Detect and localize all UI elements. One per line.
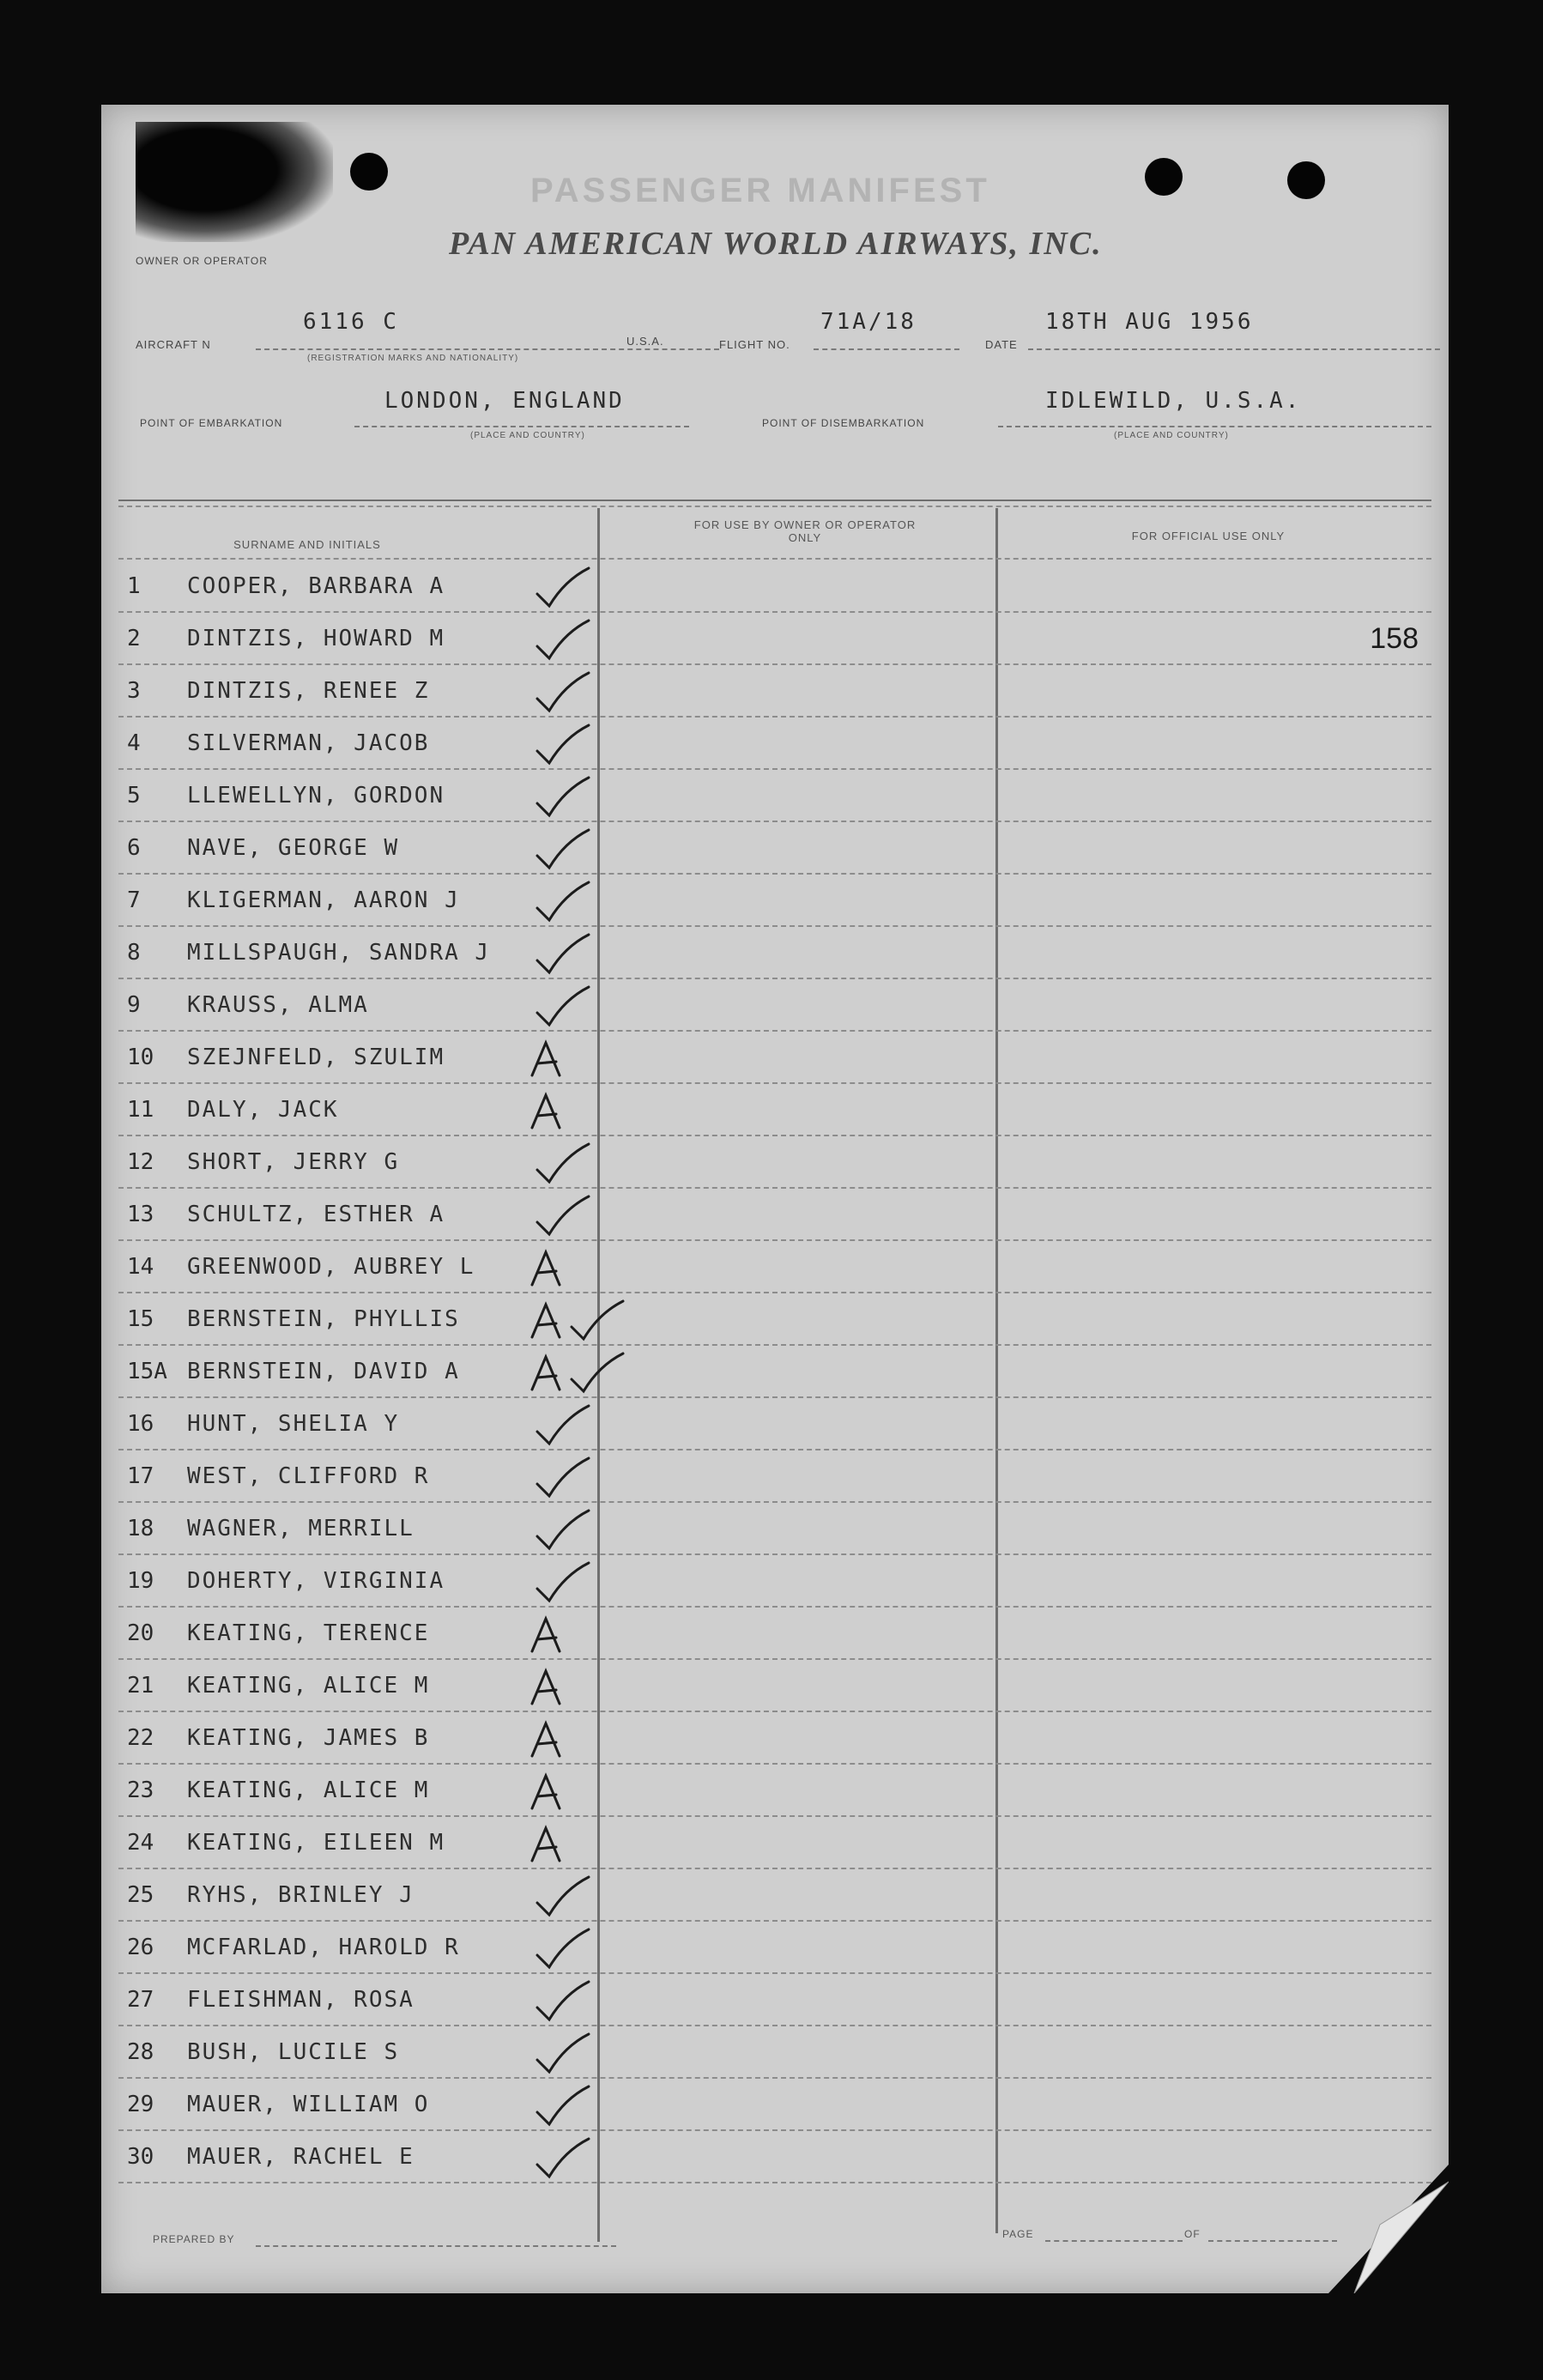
check-icon bbox=[522, 718, 616, 770]
row-rule bbox=[118, 1292, 1431, 1293]
header-bottom-rule bbox=[118, 558, 1431, 560]
handwritten-a-mark bbox=[522, 1242, 616, 1293]
table-row bbox=[101, 561, 1449, 613]
nationality: U.S.A. bbox=[626, 335, 664, 348]
check-icon bbox=[522, 2080, 616, 2131]
passenger-number: 3 bbox=[127, 678, 141, 704]
passenger-number: 10 bbox=[127, 1045, 154, 1070]
row-rule bbox=[118, 1082, 1431, 1084]
passenger-name: SCHULTZ, ESTHER A bbox=[187, 1202, 445, 1227]
page-label: PAGE bbox=[1002, 2228, 1034, 2240]
row-rule bbox=[118, 768, 1431, 770]
check-icon bbox=[522, 771, 616, 822]
aircraft-label: AIRCRAFT N bbox=[136, 338, 211, 351]
official-use-value: 158 bbox=[1370, 622, 1419, 655]
check-icon bbox=[522, 2132, 616, 2183]
owner-label: OWNER OR OPERATOR bbox=[136, 255, 268, 267]
column-header-owner: FOR USE BY OWNER OR OPERATOR ONLY bbox=[693, 518, 917, 544]
table-row bbox=[101, 1975, 1449, 2026]
passenger-number: 27 bbox=[127, 1987, 154, 2013]
passenger-name: NAVE, GEORGE W bbox=[187, 835, 400, 861]
passenger-number: 12 bbox=[127, 1149, 154, 1175]
passenger-name: KLIGERMAN, AARON J bbox=[187, 887, 460, 913]
passenger-name: KEATING, ALICE M bbox=[187, 1777, 430, 1803]
table-top-rule bbox=[118, 500, 1431, 501]
passenger-name: MCFARLAD, HAROLD R bbox=[187, 1935, 460, 1960]
check-icon bbox=[522, 980, 616, 1032]
passenger-number: 14 bbox=[127, 1254, 154, 1280]
table-row bbox=[101, 614, 1449, 665]
row-rule bbox=[118, 978, 1431, 979]
handwritten-a-mark bbox=[522, 1085, 616, 1136]
passenger-number: 30 bbox=[127, 2144, 154, 2170]
passenger-name: GREENWOOD, AUBREY L bbox=[187, 1254, 475, 1280]
passenger-name: COOPER, BARBARA A bbox=[187, 573, 445, 599]
passenger-number: 13 bbox=[127, 1202, 154, 1227]
date-label: DATE bbox=[985, 338, 1018, 351]
ink-smudge bbox=[136, 122, 333, 242]
airline-name: PAN AMERICAN WORLD AIRWAYS, INC. bbox=[449, 226, 1103, 262]
passenger-number: 16 bbox=[127, 1411, 154, 1437]
flight-underline bbox=[814, 348, 959, 350]
prepared-underline bbox=[256, 2245, 616, 2247]
check-icon bbox=[522, 928, 616, 979]
check-icon bbox=[522, 561, 616, 613]
check-icon bbox=[522, 1137, 616, 1189]
table-row bbox=[101, 1504, 1449, 1555]
passenger-number: 7 bbox=[127, 887, 141, 913]
passenger-number: 24 bbox=[127, 1830, 154, 1856]
passenger-number: 20 bbox=[127, 1620, 154, 1646]
check-icon bbox=[522, 823, 616, 875]
table-row bbox=[101, 718, 1449, 770]
table-row bbox=[101, 2027, 1449, 2079]
passenger-name: HUNT, SHELIA Y bbox=[187, 1411, 400, 1437]
check-icon bbox=[522, 1504, 616, 1555]
prepared-by-label: PREPARED BY bbox=[153, 2233, 235, 2245]
table-row bbox=[101, 2080, 1449, 2131]
row-rule bbox=[118, 2129, 1431, 2131]
disembarkation-underline bbox=[998, 426, 1431, 427]
check-icon bbox=[522, 1190, 616, 1241]
punch-hole bbox=[1145, 158, 1183, 196]
passenger-number: 6 bbox=[127, 835, 141, 861]
check-icon bbox=[522, 614, 616, 665]
disembarkation-label: POINT OF DISEMBARKATION bbox=[762, 417, 925, 429]
row-rule bbox=[118, 821, 1431, 822]
table-row bbox=[101, 875, 1449, 927]
column-header-surname: SURNAME AND INITIALS bbox=[233, 538, 381, 551]
handwritten-a-mark bbox=[522, 1713, 616, 1765]
check-icon bbox=[522, 1975, 616, 2026]
passenger-number: 25 bbox=[127, 1882, 154, 1908]
passenger-number: 8 bbox=[127, 940, 141, 966]
check-icon bbox=[522, 875, 616, 927]
passenger-name: MILLSPAUGH, SANDRA J bbox=[187, 940, 491, 966]
passenger-name: DOHERTY, VIRGINIA bbox=[187, 1568, 445, 1594]
passenger-number: 4 bbox=[127, 730, 141, 756]
row-rule bbox=[118, 2025, 1431, 2026]
table-row bbox=[101, 1242, 1449, 1293]
registration-caption: (REGISTRATION MARKS AND NATIONALITY) bbox=[307, 354, 519, 363]
passenger-name: DALY, JACK bbox=[187, 1097, 339, 1123]
row-rule bbox=[118, 1815, 1431, 1817]
passenger-number: 5 bbox=[127, 783, 141, 808]
passenger-number: 19 bbox=[127, 1568, 154, 1594]
passenger-name: MAUER, WILLIAM O bbox=[187, 2092, 430, 2117]
row-rule bbox=[118, 1606, 1431, 1608]
table-row bbox=[101, 1556, 1449, 1608]
place-caption-1: (PLACE AND COUNTRY) bbox=[470, 431, 585, 440]
passenger-number: 21 bbox=[127, 1673, 154, 1699]
passenger-name: FLEISHMAN, ROSA bbox=[187, 1987, 414, 2013]
row-rule bbox=[118, 1501, 1431, 1503]
of-label: OF bbox=[1184, 2228, 1201, 2240]
passenger-number: 28 bbox=[127, 2039, 154, 2065]
table-row bbox=[101, 1661, 1449, 1712]
table-row bbox=[101, 1870, 1449, 1922]
passenger-name: KEATING, JAMES B bbox=[187, 1725, 430, 1751]
passenger-number: 15A bbox=[127, 1359, 167, 1384]
row-rule bbox=[118, 1920, 1431, 1922]
table-top-rule-2 bbox=[118, 506, 1431, 507]
handwritten-a-mark bbox=[522, 1608, 616, 1660]
passenger-number: 15 bbox=[127, 1306, 154, 1332]
row-rule bbox=[118, 1449, 1431, 1450]
row-rule bbox=[118, 1239, 1431, 1241]
handwritten-a-mark bbox=[522, 1765, 616, 1817]
row-rule bbox=[118, 2182, 1431, 2183]
passenger-number: 22 bbox=[127, 1725, 154, 1751]
row-rule bbox=[118, 1711, 1431, 1712]
row-rule bbox=[118, 663, 1431, 665]
check-icon bbox=[522, 1556, 616, 1608]
table-row bbox=[101, 1085, 1449, 1136]
row-rule bbox=[118, 2077, 1431, 2079]
passenger-name: SZEJNFELD, SZULIM bbox=[187, 1045, 445, 1070]
row-rule bbox=[118, 925, 1431, 927]
check-icon bbox=[522, 666, 616, 718]
check-icon bbox=[522, 1923, 616, 1974]
row-rule bbox=[118, 1658, 1431, 1660]
passenger-name: RYHS, BRINLEY J bbox=[187, 1882, 414, 1908]
passenger-number: 17 bbox=[127, 1463, 154, 1489]
passenger-number: 9 bbox=[127, 992, 141, 1018]
row-rule bbox=[118, 1030, 1431, 1032]
handwritten-a-mark bbox=[522, 1294, 616, 1346]
place-caption-2: (PLACE AND COUNTRY) bbox=[1114, 431, 1229, 440]
passenger-number: 2 bbox=[127, 626, 141, 651]
date-underline bbox=[1028, 348, 1440, 350]
table-row bbox=[101, 928, 1449, 979]
passenger-name: WAGNER, MERRILL bbox=[187, 1516, 414, 1541]
passenger-number: 23 bbox=[127, 1777, 154, 1803]
passenger-number: 1 bbox=[127, 573, 141, 599]
handwritten-a-mark bbox=[522, 1818, 616, 1869]
table-row bbox=[101, 1923, 1449, 1974]
row-rule bbox=[118, 1187, 1431, 1189]
row-rule bbox=[118, 1972, 1431, 1974]
row-rule bbox=[118, 1135, 1431, 1136]
manifest-sheet bbox=[101, 105, 1449, 2293]
table-row bbox=[101, 1399, 1449, 1450]
passenger-name: DINTZIS, RENEE Z bbox=[187, 678, 430, 704]
manifest-title: PASSENGER MANIFEST bbox=[530, 172, 990, 209]
handwritten-a-mark bbox=[522, 1661, 616, 1712]
table-row bbox=[101, 1190, 1449, 1241]
table-row bbox=[101, 1347, 1449, 1398]
table-row bbox=[101, 1294, 1449, 1346]
table-row bbox=[101, 1137, 1449, 1189]
passenger-name: KEATING, EILEEN M bbox=[187, 1830, 445, 1856]
table-row bbox=[101, 1818, 1449, 1869]
folded-corner bbox=[1328, 2165, 1449, 2293]
table-row bbox=[101, 1451, 1449, 1503]
passenger-name: KRAUSS, ALMA bbox=[187, 992, 369, 1018]
passenger-number: 26 bbox=[127, 1935, 154, 1960]
embarkation-value: LONDON, ENGLAND bbox=[384, 388, 625, 414]
passenger-name: SILVERMAN, JACOB bbox=[187, 730, 430, 756]
aircraft-underline bbox=[256, 348, 719, 350]
row-rule bbox=[118, 1553, 1431, 1555]
handwritten-a-mark bbox=[522, 1033, 616, 1084]
passenger-name: DINTZIS, HOWARD M bbox=[187, 626, 445, 651]
of-underline bbox=[1208, 2240, 1337, 2242]
handwritten-a-mark bbox=[522, 1347, 616, 1398]
table-row bbox=[101, 1713, 1449, 1765]
punch-hole bbox=[350, 153, 388, 191]
page-underline bbox=[1045, 2240, 1183, 2242]
row-rule bbox=[118, 716, 1431, 718]
table-row bbox=[101, 771, 1449, 822]
flight-label: FLIGHT NO. bbox=[719, 338, 790, 351]
date-value: 18TH AUG 1956 bbox=[1045, 309, 1254, 335]
table-row bbox=[101, 1033, 1449, 1084]
passenger-number: 29 bbox=[127, 2092, 154, 2117]
row-rule bbox=[118, 1763, 1431, 1765]
flight-value: 71A/18 bbox=[820, 309, 917, 335]
aircraft-value: 6116 C bbox=[303, 309, 399, 335]
row-rule bbox=[118, 1868, 1431, 1869]
punch-hole bbox=[1287, 161, 1325, 199]
embarkation-underline bbox=[354, 426, 689, 427]
row-rule bbox=[118, 1396, 1431, 1398]
table-row bbox=[101, 666, 1449, 718]
passenger-name: MAUER, RACHEL E bbox=[187, 2144, 414, 2170]
passenger-name: BERNSTEIN, PHYLLIS bbox=[187, 1306, 460, 1332]
embarkation-label: POINT OF EMBARKATION bbox=[140, 417, 283, 429]
passenger-number: 11 bbox=[127, 1097, 154, 1123]
table-row bbox=[101, 980, 1449, 1032]
passenger-number: 18 bbox=[127, 1516, 154, 1541]
table-row bbox=[101, 1765, 1449, 1817]
passenger-name: KEATING, ALICE M bbox=[187, 1673, 430, 1699]
column-header-official: FOR OFFICIAL USE ONLY bbox=[1131, 530, 1286, 542]
row-rule bbox=[118, 873, 1431, 875]
passenger-name: BUSH, LUCILE S bbox=[187, 2039, 400, 2065]
passenger-name: WEST, CLIFFORD R bbox=[187, 1463, 430, 1489]
row-rule bbox=[118, 611, 1431, 613]
row-rule bbox=[118, 1344, 1431, 1346]
passenger-name: SHORT, JERRY G bbox=[187, 1149, 400, 1175]
passenger-name: KEATING, TERENCE bbox=[187, 1620, 430, 1646]
disembarkation-value: IDLEWILD, U.S.A. bbox=[1045, 388, 1302, 414]
check-icon bbox=[522, 2027, 616, 2079]
check-icon bbox=[522, 1451, 616, 1503]
table-row bbox=[101, 823, 1449, 875]
table-row bbox=[101, 1608, 1449, 1660]
passenger-name: BERNSTEIN, DAVID A bbox=[187, 1359, 460, 1384]
passenger-name: LLEWELLYN, GORDON bbox=[187, 783, 445, 808]
check-icon bbox=[522, 1870, 616, 1922]
table-row bbox=[101, 2132, 1449, 2183]
check-icon bbox=[522, 1399, 616, 1450]
